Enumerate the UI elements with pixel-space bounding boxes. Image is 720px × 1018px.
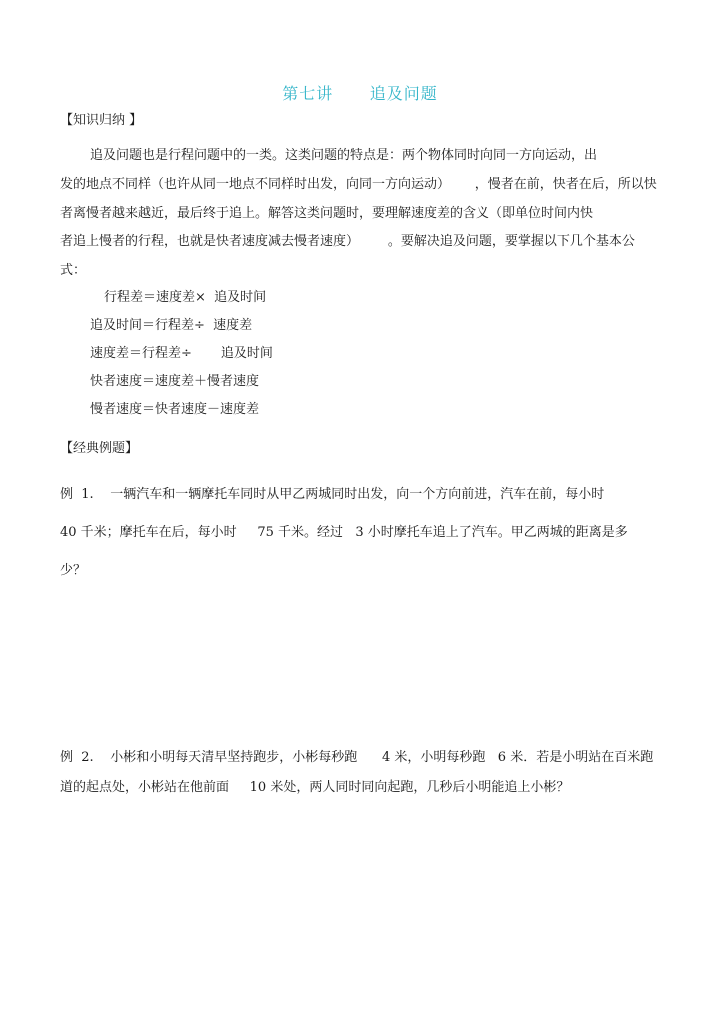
example-1-line-1: 例 1. 一辆汽车和一辆摩托车同时从甲乙两城同时出发，向一个方向前进，汽车在前，每小时 — [60, 487, 605, 502]
example-2-line-1: 例 2. 小彬和小明每天清早坚持跑步，小彬每秒跑 4 米，小明每秒跑 6 米．若是小明站在百米跑 — [60, 750, 654, 765]
knowledge-line-3: 者离慢者越来越近，最后终于追上。解答这类问题时，要理解速度差的含义（即单位时间内快 — [60, 206, 594, 221]
formula-4: 快者速度＝速度差＋慢者速度 — [90, 374, 260, 389]
examples-heading: 【经典例题】 — [60, 441, 139, 456]
formula-3: 速度差＝行程差÷ 追及时间 — [90, 346, 273, 361]
formula-1: 行程差＝速度差× 追及时间 — [104, 290, 267, 305]
knowledge-line-2: 发的地点不同样（也许从同一地点不同样时出发，向同一方向运动） ，慢者在前，快者在后，所以快 — [60, 177, 657, 192]
example-1-line-3: 少？ — [60, 563, 87, 578]
knowledge-heading: 【知识归纳 】 — [60, 113, 143, 128]
knowledge-line-5: 式： — [60, 263, 87, 278]
formula-5: 慢者速度＝快者速度－速度差 — [90, 402, 260, 417]
formula-2: 追及时间＝行程差÷ 速度差 — [90, 318, 253, 333]
example-1-line-2: 40 千米；摩托车在后，每小时 75 千米。经过 3 小时摩托车追上了汽车。甲乙两城的距离是多 — [60, 525, 628, 540]
knowledge-line-1: 追及问题也是行程问题中的一类。这类问题的特点是：两个物体同时向同一方向运动，出 — [90, 148, 598, 163]
page-title: 第七讲 追及问题 — [282, 84, 438, 103]
knowledge-line-4: 者追上慢者的行程，也就是快者速度减去慢者速度） 。要解决追及问题，要掌握以下几个基本公 — [60, 234, 635, 249]
example-2-line-2: 道的起点处，小彬站在他前面 10 米处，两人同时同向起跑，几秒后小明能追上小彬？ — [60, 780, 570, 795]
